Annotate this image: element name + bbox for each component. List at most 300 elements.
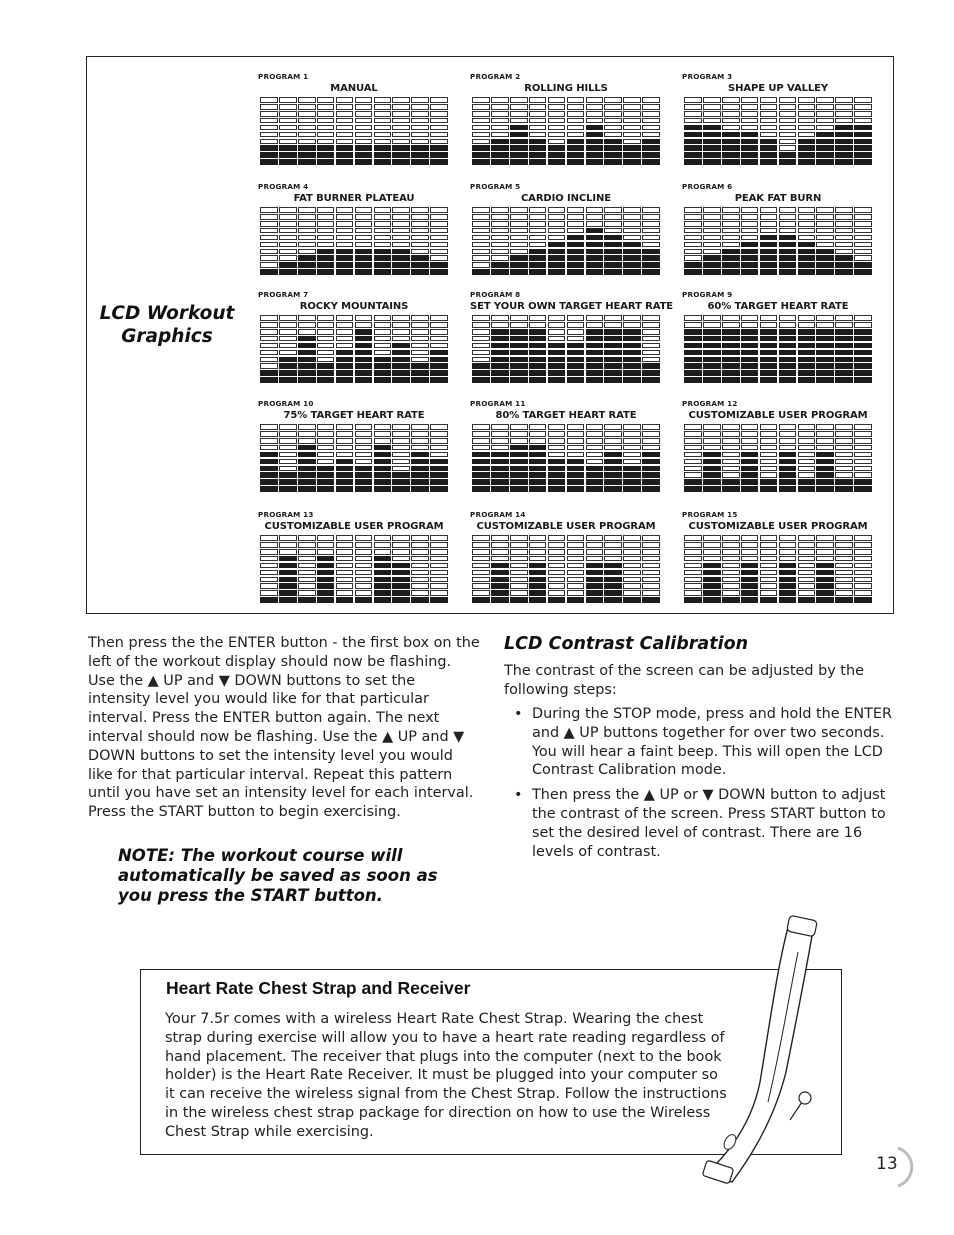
lcd-segment (586, 262, 604, 268)
lcd-segment (684, 228, 702, 234)
lcd-segment (760, 145, 778, 151)
lcd-segment (798, 431, 816, 437)
lcd-segment (336, 104, 354, 110)
lcd-segment (392, 249, 410, 255)
lcd-segment (816, 235, 834, 241)
lcd-segment (623, 255, 641, 261)
lcd-segment (472, 583, 490, 589)
lcd-segment (604, 214, 622, 220)
lcd-segment (472, 221, 490, 227)
lcd-segment (779, 438, 797, 444)
lcd-segment (491, 486, 509, 492)
lcd-segment (374, 438, 392, 444)
lcd-segment (336, 214, 354, 220)
lcd-segment (430, 577, 448, 583)
lcd-segment (586, 221, 604, 227)
lcd-segment (491, 343, 509, 349)
lcd-segment (760, 445, 778, 451)
lcd-segment (411, 262, 429, 268)
lcd-segment (684, 262, 702, 268)
lcd-segment (374, 363, 392, 369)
lcd-segment (279, 459, 297, 465)
lcd-segment (430, 329, 448, 335)
lcd-segment (854, 132, 872, 138)
lcd-segment (586, 556, 604, 562)
lcd-segment (741, 242, 759, 248)
lcd-segment (684, 249, 702, 255)
lcd-segment (684, 350, 702, 356)
lcd-segment (741, 542, 759, 548)
lcd-segment (529, 322, 547, 328)
lcd-segment (472, 132, 490, 138)
lcd-segment (623, 377, 641, 383)
lcd-segment (684, 424, 702, 430)
lcd-segment (298, 445, 316, 451)
lcd-segment (567, 549, 585, 555)
lcd-segment (798, 357, 816, 363)
lcd-segment (684, 466, 702, 472)
lcd-segment (586, 118, 604, 124)
lcd-segment (336, 486, 354, 492)
lcd-segment (816, 549, 834, 555)
lcd-segment (430, 357, 448, 363)
lcd-segment (336, 221, 354, 227)
lcd-segment (355, 235, 373, 241)
lcd-segment (529, 249, 547, 255)
lcd-segment (548, 542, 566, 548)
lcd-segment (567, 329, 585, 335)
lcd-segment (374, 472, 392, 478)
lcd-segment (491, 363, 509, 369)
lcd-segment (703, 132, 721, 138)
lcd-segment (472, 139, 490, 145)
lcd-segment (604, 125, 622, 131)
lcd-segment (472, 262, 490, 268)
contrast-intro: The contrast of the screen can be adjusted by the following steps: (504, 663, 864, 698)
lcd-segment (336, 542, 354, 548)
lcd-segment (567, 357, 585, 363)
lcd-segment (355, 424, 373, 430)
lcd-segment (816, 535, 834, 541)
lcd-segment (567, 104, 585, 110)
lcd-segment (411, 132, 429, 138)
program-graphic (682, 182, 874, 282)
lcd-segment (854, 125, 872, 131)
lcd-segment (355, 377, 373, 383)
lcd-segment (816, 343, 834, 349)
lcd-segment (586, 97, 604, 103)
lcd-segment (798, 269, 816, 275)
lcd-segment (586, 343, 604, 349)
lcd-segment (317, 583, 335, 589)
lcd-segment (816, 125, 834, 131)
lcd-segment (510, 431, 528, 437)
lcd-segment (279, 315, 297, 321)
lcd-segment (298, 377, 316, 383)
lcd-segment (798, 336, 816, 342)
lcd-segment (374, 535, 392, 541)
lcd-segment (317, 577, 335, 583)
lcd-segment (392, 336, 410, 342)
lcd-segment (722, 377, 740, 383)
lcd-segment (298, 438, 316, 444)
lcd-segment (260, 125, 278, 131)
lcd-segment (472, 459, 490, 465)
lcd-segment (567, 214, 585, 220)
lcd-segment (510, 159, 528, 165)
lcd-segment (374, 104, 392, 110)
lcd-segment (741, 438, 759, 444)
lcd-segment (298, 262, 316, 268)
lcd-segment (703, 563, 721, 569)
lcd-segment (604, 249, 622, 255)
lcd-segment (472, 97, 490, 103)
lcd-segment (642, 159, 660, 165)
lcd-segment (355, 459, 373, 465)
lcd-segment (623, 214, 641, 220)
lcd-segment (798, 556, 816, 562)
lcd-segment (604, 207, 622, 213)
lcd-segment (392, 424, 410, 430)
lcd-segment (355, 583, 373, 589)
lcd-segment (411, 214, 429, 220)
lcd-segment (510, 486, 528, 492)
lcd-segment (529, 125, 547, 131)
lcd-segment (798, 315, 816, 321)
lcd-segment (703, 262, 721, 268)
lcd-segment (374, 570, 392, 576)
lcd-segment (741, 111, 759, 117)
heart-rate-title: Heart Rate Chest Strap and Receiver (166, 978, 471, 998)
lcd-segment (854, 466, 872, 472)
lcd-segment (684, 322, 702, 328)
lcd-segment (260, 104, 278, 110)
intensity-grid (684, 97, 872, 165)
lcd-segment (529, 139, 547, 145)
lcd-segment (604, 472, 622, 478)
lcd-segment (472, 466, 490, 472)
lcd-segment (317, 466, 335, 472)
lcd-segment (355, 145, 373, 151)
lcd-segment (741, 472, 759, 478)
lcd-segment (336, 479, 354, 485)
lcd-segment (260, 145, 278, 151)
lcd-segment (529, 472, 547, 478)
lcd-segment (684, 145, 702, 151)
lcd-segment (684, 486, 702, 492)
lcd-segment (741, 214, 759, 220)
lcd-segment (586, 363, 604, 369)
lcd-segment (779, 97, 797, 103)
lcd-segment (703, 343, 721, 349)
lcd-segment (604, 597, 622, 603)
lcd-segment (854, 570, 872, 576)
lcd-segment (779, 214, 797, 220)
lcd-segment (355, 556, 373, 562)
lcd-segment (491, 235, 509, 241)
lcd-segment (854, 118, 872, 124)
lcd-segment (684, 549, 702, 555)
lcd-segment (586, 542, 604, 548)
lcd-segment (604, 350, 622, 356)
lcd-segment (760, 590, 778, 596)
lcd-segment (548, 262, 566, 268)
lcd-segment (298, 139, 316, 145)
lcd-segment (835, 255, 853, 261)
lcd-segment (392, 125, 410, 131)
lcd-segment (374, 452, 392, 458)
lcd-segment (642, 214, 660, 220)
lcd-segment (854, 590, 872, 596)
lcd-segment (586, 535, 604, 541)
lcd-segment (835, 249, 853, 255)
lcd-segment (604, 363, 622, 369)
lcd-segment (722, 577, 740, 583)
lcd-segment (529, 118, 547, 124)
lcd-segment (567, 262, 585, 268)
lcd-segment (392, 357, 410, 363)
lcd-segment (567, 207, 585, 213)
lcd-segment (798, 370, 816, 376)
lcd-segment (854, 145, 872, 151)
lcd-segment (586, 377, 604, 383)
lcd-segment (336, 363, 354, 369)
lcd-segment (430, 452, 448, 458)
lcd-segment (816, 242, 834, 248)
lcd-segment (798, 583, 816, 589)
lcd-segment (779, 542, 797, 548)
lcd-segment (430, 570, 448, 576)
lcd-segment (623, 207, 641, 213)
lcd-segment (567, 97, 585, 103)
lcd-segment (430, 343, 448, 349)
lcd-segment (317, 597, 335, 603)
lcd-segment (336, 466, 354, 472)
lcd-segment (835, 104, 853, 110)
lcd-segment (760, 577, 778, 583)
lcd-segment (491, 556, 509, 562)
lcd-segment (510, 535, 528, 541)
lcd-segment (623, 235, 641, 241)
lcd-segment (472, 255, 490, 261)
lcd-segment (586, 214, 604, 220)
lcd-segment (854, 542, 872, 548)
lcd-segment (411, 556, 429, 562)
lcd-segment (430, 597, 448, 603)
lcd-segment (684, 315, 702, 321)
lcd-segment (760, 315, 778, 321)
lcd-segment (355, 577, 373, 583)
lcd-segment (336, 563, 354, 569)
lcd-segment (798, 214, 816, 220)
lcd-segment (798, 570, 816, 576)
lcd-segment (741, 570, 759, 576)
lcd-segment (835, 322, 853, 328)
lcd-segment (411, 350, 429, 356)
lcd-segment (741, 235, 759, 241)
lcd-segment (684, 132, 702, 138)
lcd-segment (411, 549, 429, 555)
lcd-segment (586, 111, 604, 117)
lcd-segment (548, 139, 566, 145)
lcd-segment (298, 577, 316, 583)
lcd-segment (548, 159, 566, 165)
lcd-segment (374, 370, 392, 376)
lcd-segment (586, 549, 604, 555)
lcd-segment (642, 479, 660, 485)
lcd-segment (604, 583, 622, 589)
lcd-segment (392, 145, 410, 151)
lcd-segment (703, 104, 721, 110)
lcd-segment (741, 132, 759, 138)
lcd-segment (722, 357, 740, 363)
lcd-segment (684, 329, 702, 335)
lcd-segment (854, 438, 872, 444)
lcd-segment (336, 152, 354, 158)
lcd-segment (472, 357, 490, 363)
lcd-segment (642, 97, 660, 103)
lcd-segment (741, 221, 759, 227)
lcd-segment (491, 145, 509, 151)
lcd-segment (336, 535, 354, 541)
lcd-segment (816, 221, 834, 227)
lcd-segment (336, 336, 354, 342)
lcd-segment (260, 535, 278, 541)
lcd-segment (854, 597, 872, 603)
lcd-segment (741, 549, 759, 555)
lcd-segment (642, 221, 660, 227)
lcd-segment (491, 535, 509, 541)
lcd-segment (623, 438, 641, 444)
lcd-segment (604, 118, 622, 124)
lcd-segment (260, 207, 278, 213)
lcd-segment (510, 322, 528, 328)
lcd-segment (623, 597, 641, 603)
lcd-segment (567, 424, 585, 430)
lcd-segment (411, 111, 429, 117)
lcd-segment (430, 542, 448, 548)
lcd-segment (298, 542, 316, 548)
lcd-segment (548, 370, 566, 376)
lcd-segment (298, 242, 316, 248)
lcd-segment (854, 577, 872, 583)
lcd-segment (548, 315, 566, 321)
lcd-segment (529, 104, 547, 110)
lcd-segment (604, 242, 622, 248)
lcd-segment (604, 329, 622, 335)
lcd-segment (548, 535, 566, 541)
lcd-segment (586, 139, 604, 145)
program-name: ROLLING HILLS (524, 83, 608, 94)
lcd-segment (604, 111, 622, 117)
lcd-segment (355, 221, 373, 227)
lcd-segment (548, 479, 566, 485)
save-note: NOTE: The workout course will automatically be saved as soon as you press the START button. (118, 846, 438, 905)
lcd-segment (604, 479, 622, 485)
lcd-segment (684, 590, 702, 596)
lcd-segment (336, 125, 354, 131)
lcd-segment (835, 357, 853, 363)
lcd-segment (355, 479, 373, 485)
lcd-segment (760, 104, 778, 110)
lcd-segment (779, 377, 797, 383)
lcd-segment (336, 472, 354, 478)
lcd-segment (491, 228, 509, 234)
lcd-segment (722, 459, 740, 465)
lcd-segment (260, 583, 278, 589)
lcd-segment (722, 479, 740, 485)
lcd-segment (779, 597, 797, 603)
program-graphic (682, 72, 874, 172)
lcd-segment (722, 583, 740, 589)
lcd-segment (374, 431, 392, 437)
lcd-segment (798, 145, 816, 151)
lcd-segment (355, 159, 373, 165)
lcd-segment (279, 486, 297, 492)
lcd-segment (491, 125, 509, 131)
lcd-segment (548, 255, 566, 261)
lcd-segment (317, 363, 335, 369)
lcd-segment (604, 336, 622, 342)
lcd-segment (411, 104, 429, 110)
lcd-segment (548, 590, 566, 596)
lcd-segment (642, 152, 660, 158)
lcd-segment (567, 315, 585, 321)
lcd-segment (279, 207, 297, 213)
lcd-segment (260, 118, 278, 124)
lcd-segment (854, 549, 872, 555)
lcd-segment (529, 597, 547, 603)
lcd-segment (392, 535, 410, 541)
lcd-segment (355, 118, 373, 124)
lcd-segment (854, 269, 872, 275)
lcd-segment (835, 377, 853, 383)
lcd-segment (798, 207, 816, 213)
lcd-segment (472, 214, 490, 220)
lcd-segment (279, 377, 297, 383)
lcd-segment (374, 322, 392, 328)
lcd-segment (374, 249, 392, 255)
lcd-segment (586, 132, 604, 138)
lcd-segment (760, 597, 778, 603)
lcd-segment (317, 350, 335, 356)
program-graphic (682, 399, 874, 499)
lcd-segment (279, 535, 297, 541)
lcd-segment (779, 445, 797, 451)
lcd-segment (722, 145, 740, 151)
lcd-segment (854, 329, 872, 335)
lcd-segment (684, 221, 702, 227)
lcd-segment (430, 350, 448, 356)
lcd-segment (298, 431, 316, 437)
lcd-segment (491, 159, 509, 165)
lcd-segment (703, 350, 721, 356)
lcd-segment (548, 336, 566, 342)
lcd-segment (336, 97, 354, 103)
lcd-segment (586, 125, 604, 131)
program-name: SET YOUR OWN TARGET HEART RATE (470, 301, 674, 312)
lcd-segment (411, 424, 429, 430)
lcd-segment (472, 452, 490, 458)
lcd-segment (816, 97, 834, 103)
lcd-segment (430, 377, 448, 383)
lcd-segment (684, 152, 702, 158)
lcd-segment (430, 125, 448, 131)
lcd-segment (642, 549, 660, 555)
lcd-segment (854, 214, 872, 220)
lcd-segment (779, 159, 797, 165)
lcd-segment (491, 315, 509, 321)
